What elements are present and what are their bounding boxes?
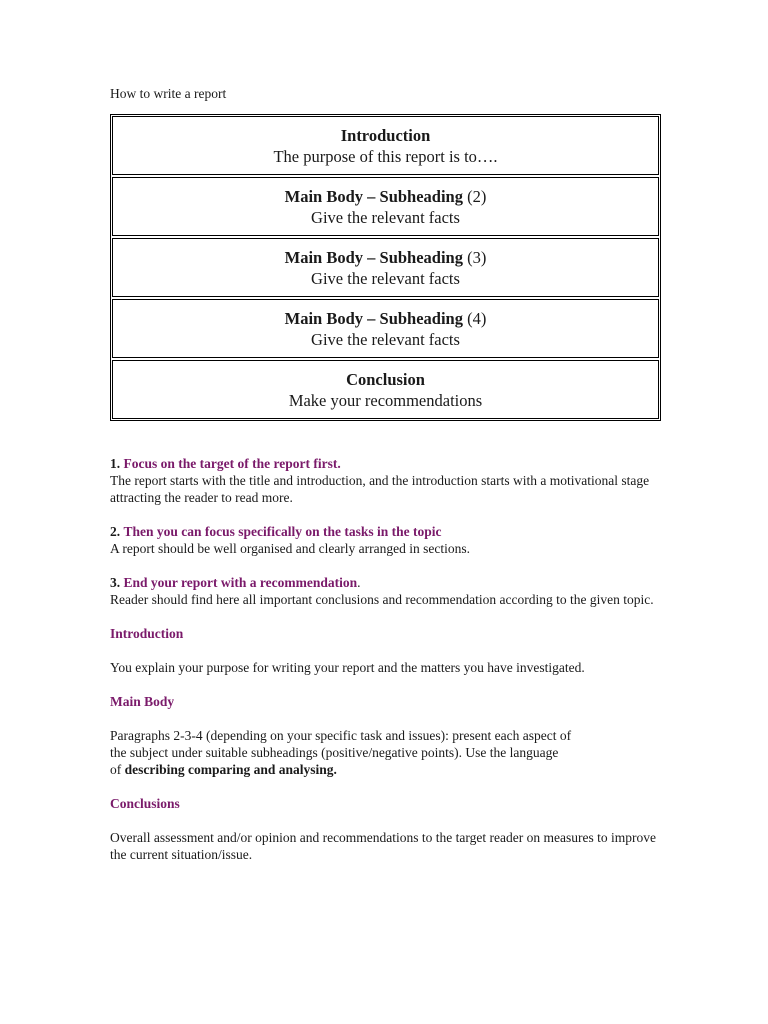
outline-heading-num: (2) [462, 186, 487, 206]
main-body-line: Paragraphs 2-3-4 (depending on your specific task and issues): present each aspect of [110, 728, 572, 743]
step-3 [110, 574, 670, 608]
outline-text: Give the relevant facts [311, 207, 460, 227]
page-title: How to write a report [110, 86, 227, 101]
step-title-tail: . [357, 575, 361, 590]
outline-box-main-body-3 [112, 238, 659, 297]
section-heading-introduction: Introduction [110, 626, 184, 641]
outline-box-conclusion [112, 360, 659, 419]
section-body-main-body [110, 727, 670, 778]
step-body: Reader should find here all important conclusions and recommendation according to the given topic. [110, 592, 654, 607]
outline-heading: Main Body – Subheading [284, 186, 463, 206]
step-1 [110, 455, 670, 506]
section-heading-conclusions: Conclusions [110, 796, 180, 811]
main-body-emphasis: describing comparing and analysing. [124, 762, 337, 777]
step-number: 3. [110, 575, 121, 590]
outline-heading: Main Body – Subheading [284, 308, 463, 328]
outline-box-main-body-2 [112, 177, 659, 236]
outline-box-introduction [112, 116, 659, 175]
outline-text: Give the relevant facts [311, 268, 460, 288]
step-body: A report should be well organised and clearly arranged in sections. [110, 541, 471, 556]
step-title: Then you can focus specifically on the tasks in the topic [123, 524, 442, 539]
section-heading-main-body: Main Body [110, 694, 175, 709]
step-title: End your report with a recommendation [123, 575, 358, 590]
outline-heading: Conclusion [346, 369, 425, 389]
outline-heading-num: (4) [462, 308, 487, 328]
outline-heading: Main Body – Subheading [284, 247, 463, 267]
step-2 [110, 523, 670, 557]
report-guide-content [110, 455, 670, 880]
section-body-conclusions: Overall assessment and/or opinion and recommendations to the target reader on measures to improve the current situation/issue. [110, 830, 656, 862]
main-body-line: the subject under suitable subheadings (positive/negative points). Use the language [110, 745, 559, 760]
outline-box-main-body-4 [112, 299, 659, 358]
outline-text: Make your recommendations [288, 390, 483, 410]
report-outline-table [110, 114, 661, 421]
main-body-line-prefix: of [110, 762, 125, 777]
outline-heading: Introduction [340, 125, 431, 145]
step-number: 2. [110, 524, 121, 539]
section-body-introduction: You explain your purpose for writing your report and the matters you have investigated. [110, 660, 585, 675]
step-title: Focus on the target of the report first. [123, 456, 341, 471]
outline-heading-num: (3) [462, 247, 487, 267]
outline-text: Give the relevant facts [311, 329, 460, 349]
step-number: 1. [110, 456, 121, 471]
step-body: The report starts with the title and introduction, and the introduction starts with a motivational stage attracting the reader to read more. [110, 473, 650, 505]
outline-text: The purpose of this report is to…. [273, 146, 498, 166]
